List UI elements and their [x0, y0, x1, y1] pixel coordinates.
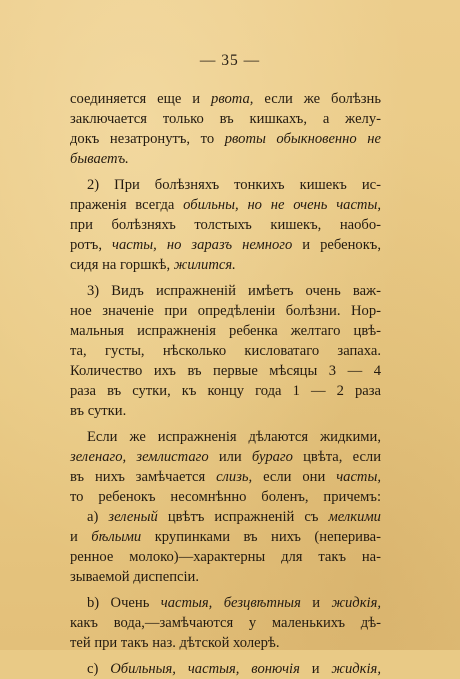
text-line [70, 89, 381, 109]
text-run: Количество ихъ въ первые мѣсяцы 3 — 4 [70, 363, 381, 379]
text-line [70, 175, 381, 195]
text-run: ротъ, [70, 237, 112, 253]
text-run: b) Очень [87, 595, 161, 611]
italic-text: жидкія, [331, 595, 382, 611]
text-run: въ нихъ замѣчается [70, 469, 217, 485]
italic-text: бураго [251, 449, 293, 465]
text-run: та, густы, нѣсколько кисловатаго запаха. [70, 343, 381, 359]
text-run: мальныя испражненія ребенка желтаго цвѣ- [70, 323, 381, 339]
text-run: сидя на горшкѣ, [70, 257, 174, 273]
text-line [70, 235, 381, 255]
text-run: а) [87, 509, 109, 525]
text-run: если же болѣзнь [253, 91, 381, 107]
italic-text: часты, [112, 237, 157, 253]
italic-text: жилится. [173, 257, 236, 273]
text-run: Если же испражненія дѣлаются жидкими, [87, 429, 381, 445]
text-line [70, 195, 381, 215]
text-run [176, 661, 188, 677]
text-line [70, 507, 381, 527]
italic-text: бываетъ. [70, 151, 129, 167]
text-line [70, 547, 381, 567]
text-line [70, 633, 381, 653]
italic-text: бѣлыми [91, 529, 142, 545]
italic-text: но не очень часты, [247, 197, 381, 213]
text-run: с) [87, 661, 111, 677]
text-run: и [299, 661, 332, 677]
italic-text: слизь, [216, 469, 253, 485]
text-line [70, 215, 381, 235]
text-line [70, 129, 381, 149]
text-run: зываемой диспепсіи. [70, 569, 200, 585]
text-run: крупинками въ нихъ (неперива- [141, 529, 381, 545]
text-run: и [300, 595, 332, 611]
text-run: при болѣзняхъ толстыхъ кишекъ, наобо- [70, 217, 381, 233]
italic-text: зеленаго, [70, 449, 127, 465]
text-line [70, 149, 381, 169]
text-run: цвѣта, если [292, 449, 382, 465]
italic-text: часты, [336, 469, 381, 485]
text-run: праженія всегда [70, 197, 184, 213]
italic-text: Обильныя, [110, 661, 176, 677]
text-run: ное значеніе при опредѣленіи болѣзни. Нор- [70, 303, 381, 319]
italic-text: вонючія [251, 661, 300, 677]
text-line [70, 467, 381, 487]
text-run: раза въ сутки, къ концу года 1 — 2 раза [70, 383, 381, 399]
text-run [157, 237, 167, 253]
text-line [70, 109, 381, 129]
text-run: въ сутки. [70, 403, 127, 419]
text-line [70, 593, 381, 613]
text-run: соединяется еще и [70, 91, 212, 107]
text-run: или [208, 449, 252, 465]
text-line [70, 527, 381, 547]
text-run: и ребенокъ, [292, 237, 382, 253]
text-run: и [70, 529, 92, 545]
text-line [70, 401, 381, 421]
text-run: тей при такъ наз. дѣтской холерѣ. [70, 635, 280, 651]
text-run: цвѣтъ испражненій съ [157, 509, 329, 525]
italic-text: обильны, [183, 197, 239, 213]
italic-text: зеленый [108, 509, 158, 525]
text-line [70, 381, 381, 401]
italic-text: землистаго [136, 449, 209, 465]
text-line [70, 281, 381, 301]
text-run: 3) Видъ испражненій имѣетъ очень важ- [87, 283, 381, 299]
text-run [239, 661, 251, 677]
text-run [126, 449, 136, 465]
text-line [70, 487, 381, 507]
italic-text: рвоты обыкновенно не [224, 131, 381, 147]
text-run: докъ незатронутъ, то [70, 131, 225, 147]
text-line [70, 427, 381, 447]
italic-text: рвота, [211, 91, 254, 107]
text-run: если они [252, 469, 337, 485]
text-run: ренное молоко)—характерны для такъ на- [70, 549, 381, 565]
text-run: заключается только въ кишкахъ, а желу- [70, 111, 381, 127]
text-run: какъ вода,—замѣчаются у маленькихъ дѣ- [70, 615, 381, 631]
text-line [70, 567, 381, 587]
text-line [70, 361, 381, 381]
text-line [70, 613, 381, 633]
text-line [70, 321, 381, 341]
italic-text: частыя, [160, 595, 213, 611]
italic-text: мелкими [328, 509, 381, 525]
text-line [70, 255, 381, 275]
italic-text: безцвѣтныя [223, 595, 301, 611]
body-text [70, 89, 381, 679]
text-line [70, 659, 381, 679]
text-run [212, 595, 223, 611]
italic-text: жидкія, [331, 661, 381, 677]
text-line [70, 341, 381, 361]
text-line [70, 301, 381, 321]
text-run: то ребенокъ несомнѣнно боленъ, причемъ: [70, 489, 381, 505]
italic-text: частыя, [187, 661, 240, 677]
text-run: 2) При болѣзняхъ тонкихъ кишекъ ис- [87, 177, 381, 193]
text-line [70, 447, 381, 467]
italic-text: но заразъ немного [166, 237, 293, 253]
page-number: — 35 — [199, 52, 261, 69]
